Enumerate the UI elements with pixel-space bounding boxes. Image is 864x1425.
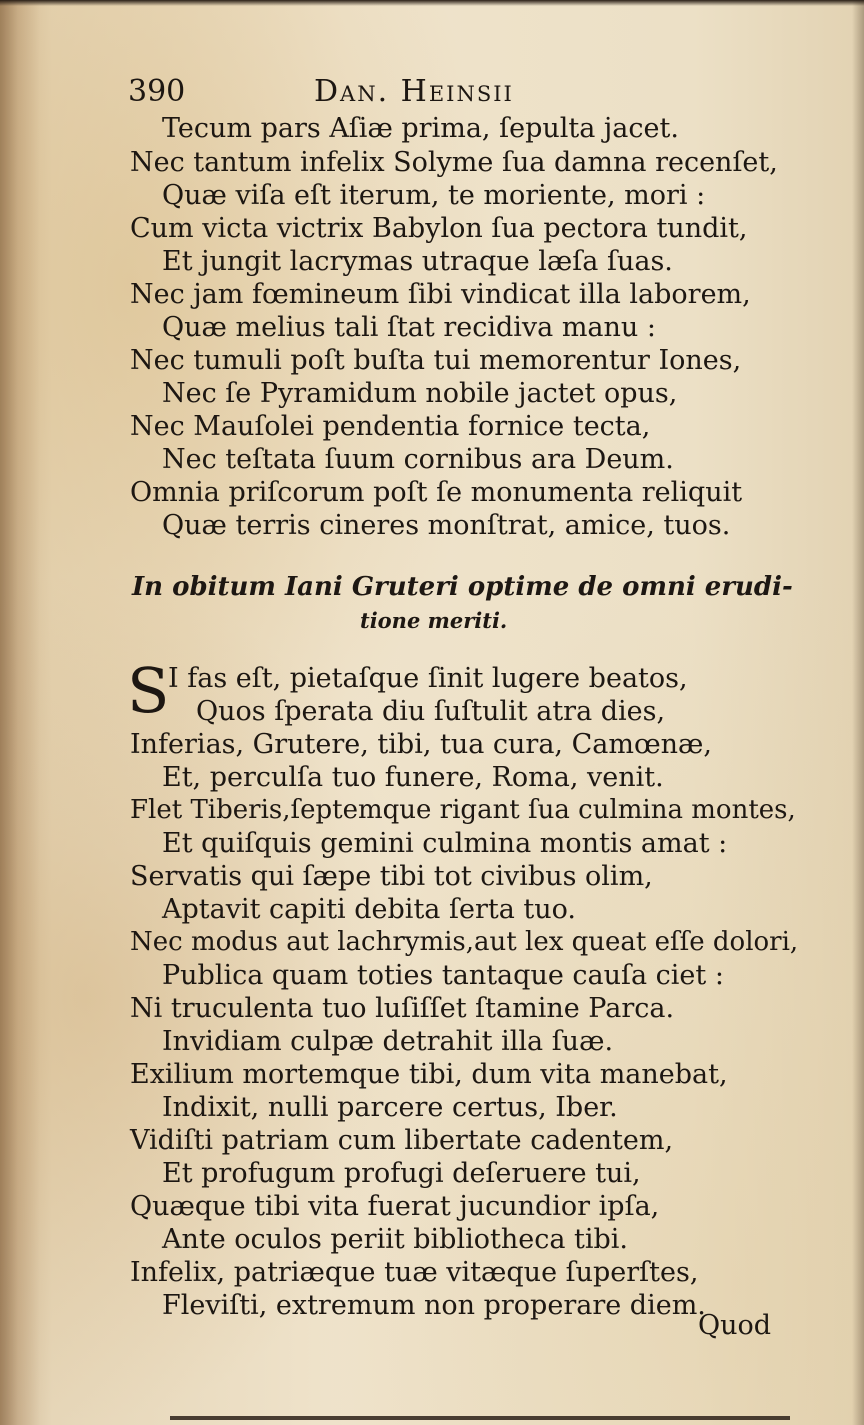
- poem1-line: Nec jam fœmineum ſibi vindicat illa laborem,: [130, 279, 751, 310]
- poem2-line: Infelix, patriæque tuæ vitæque ſuperſtes,: [130, 1257, 699, 1288]
- poem1-line: Nec teſtata ſuum cornibus ara Deum.: [162, 444, 674, 475]
- poem2-line: Quos ſperata diu ſuſtulit atra dies,: [196, 696, 666, 727]
- poem2-title-continuation: tione meriti.: [360, 608, 508, 633]
- poem1-line: Quæ viſa eſt iterum, te moriente, mori :: [162, 180, 706, 211]
- poem2-line: Indixit, nulli parcere certus, Iber.: [162, 1092, 618, 1123]
- poem2-line: Flet Tiberis,ſeptemque rigant ſua culmina montes,: [130, 795, 796, 825]
- page-edge-shadow-right: [852, 0, 864, 1425]
- poem1-line: Quæ terris cineres monſtrat, amice, tuos.: [162, 510, 731, 541]
- poem1-line: Omnia priſcorum poſt ſe monumenta reliquit: [130, 477, 743, 508]
- poem1-line: Nec tantum infelix Solyme ſua damna recenſet,: [130, 147, 778, 178]
- poem1-line: Quæ melius tali ſtat recidiva manu :: [162, 312, 656, 343]
- poem1-line: Cum victa victrix Babylon ſua pectora tundit,: [130, 213, 748, 244]
- poem2-line: Et quiſquis gemini culmina montis amat :: [162, 828, 728, 859]
- bottom-border-rule: [170, 1416, 790, 1420]
- drop-cap: S: [127, 654, 170, 727]
- poem2-line: Fleviſti, extremum non properare diem.: [162, 1290, 706, 1321]
- poem2-line: Quæque tibi vita fuerat jucundior ipſa,: [130, 1191, 660, 1222]
- poem2-line: Et profugum profugi deſeruere tui,: [162, 1158, 641, 1189]
- catchword: Quod: [698, 1310, 772, 1341]
- poem1-line: Nec Mauſolei pendentia fornice tecta,: [130, 411, 651, 442]
- poem2-line: Inferias, Grutere, tibi, tua cura, Camœnæ,: [130, 729, 713, 760]
- poem1-line: Et jungit lacrymas utraque læſa ſuas.: [162, 246, 673, 277]
- poem2-line: Ni truculenta tuo luſiſſet ſtamine Parca.: [130, 993, 675, 1024]
- poem2-line: Nec modus aut lachrymis,aut lex queat eſſe dolori,: [130, 927, 799, 957]
- poem2-line: Servatis qui ſæpe tibi tot civibus olim,: [130, 861, 653, 892]
- page-number: 390: [128, 74, 186, 109]
- poem2-title: In obitum Iani Gruteri optime de omni erudi-: [132, 572, 793, 602]
- page-edge-shadow-left: [0, 0, 40, 1425]
- poem2-line: Ante oculos periit bibliotheca tibi.: [162, 1224, 629, 1255]
- page-header: [128, 74, 828, 114]
- poem1-line: Nec ſe Pyramidum nobile jactet opus,: [162, 378, 678, 409]
- poem1-line: Nec tumuli poſt buſta tui memorentur Iones,: [130, 345, 742, 376]
- top-border-rule: [0, 0, 864, 6]
- poem2-line: Invidiam culpæ detrahit illa ſuæ.: [162, 1026, 614, 1057]
- poem1-line: Tecum pars Aſiæ prima, ſepulta jacet.: [162, 113, 679, 144]
- poem2-line: Publica quam toties tantaque cauſa ciet :: [162, 960, 724, 991]
- poem2-line: Vidiſti patriam cum libertate cadentem,: [130, 1125, 674, 1156]
- poem2-line: Aptavit capiti debita ſerta tuo.: [162, 894, 576, 925]
- poem2-line: Et, perculſa tuo funere, Roma, venit.: [162, 762, 664, 793]
- poem2-line: Exilium mortemque tibi, dum vita manebat,: [130, 1059, 728, 1090]
- poem2-line: I fas eſt, pietaſque ſinit lugere beatos,: [168, 663, 688, 694]
- running-head: Dan. Heinsii: [314, 74, 514, 109]
